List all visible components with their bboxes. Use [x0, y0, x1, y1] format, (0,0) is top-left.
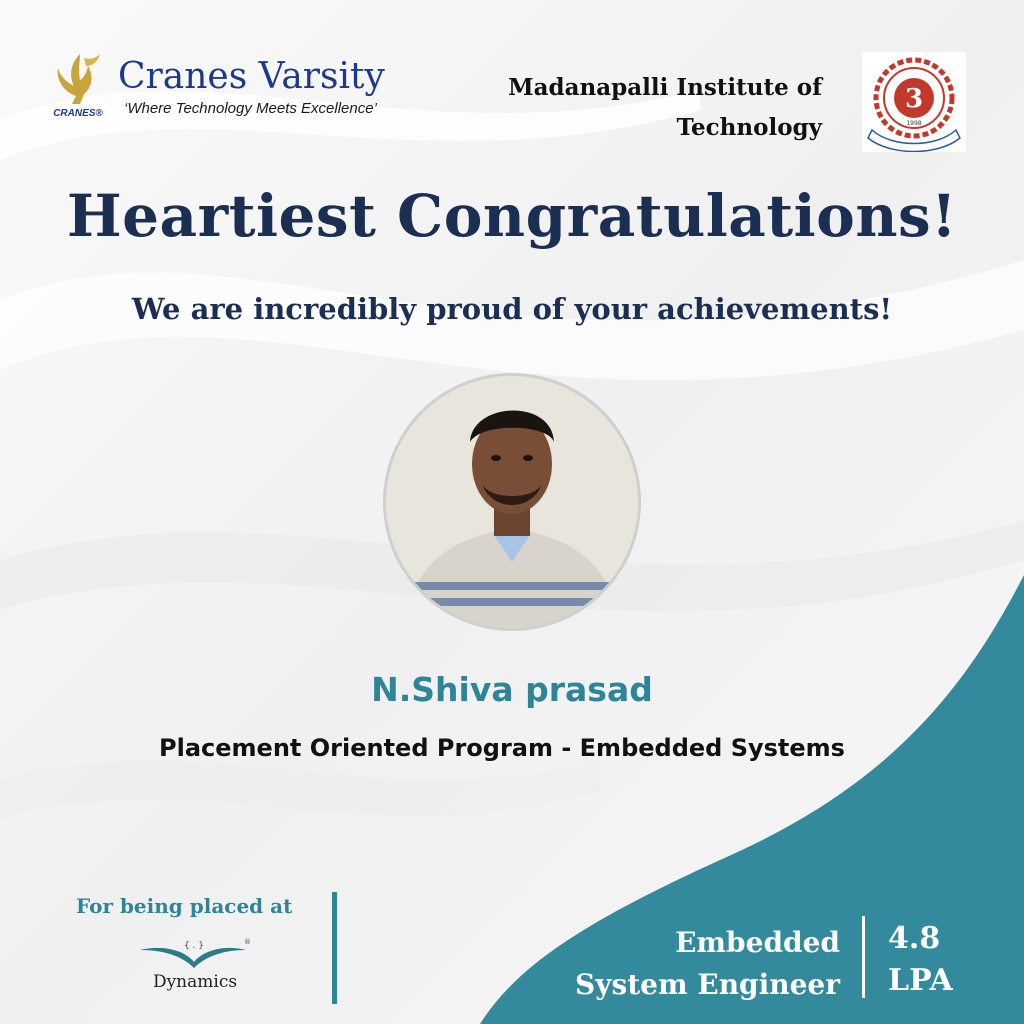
job-role: [540, 922, 840, 1006]
brand-name: Cranes Varsity: [118, 56, 385, 97]
cranes-bird-logo-icon: [50, 48, 106, 120]
package-value: 4.8: [888, 921, 941, 956]
program-name: Placement Oriented Program - Embedded Systems: [159, 734, 845, 762]
seal-year: 1998: [906, 120, 922, 127]
student-name: N.Shiva prasad: [371, 670, 653, 709]
svg-text:®: ®: [244, 938, 251, 946]
cranes-logo-text: CRANES®: [53, 108, 103, 119]
package: [888, 918, 988, 1002]
package-unit: LPA: [888, 963, 953, 998]
svg-text:{ . }: { . }: [183, 941, 205, 951]
student-photo: [382, 372, 642, 632]
headline: Heartiest Congratulations!: [66, 182, 958, 250]
company-name: Dynamics: [152, 972, 238, 992]
placed-at-label: For being placed at: [76, 894, 293, 918]
brand-tagline: ‘Where Technology Meets Excellence’: [124, 100, 377, 117]
job-role-line2: System Engineer: [574, 968, 840, 1001]
svg-text:3: 3: [904, 84, 924, 114]
institute-seal-icon: [862, 52, 966, 152]
job-role-line1: Embedded: [675, 926, 840, 959]
divider-right: [862, 916, 865, 998]
institute-name: Madanapalli Institute of Technology: [508, 74, 822, 141]
subheadline: We are incredibly proud of your achievements!: [131, 292, 893, 326]
divider-left: [332, 892, 337, 1004]
